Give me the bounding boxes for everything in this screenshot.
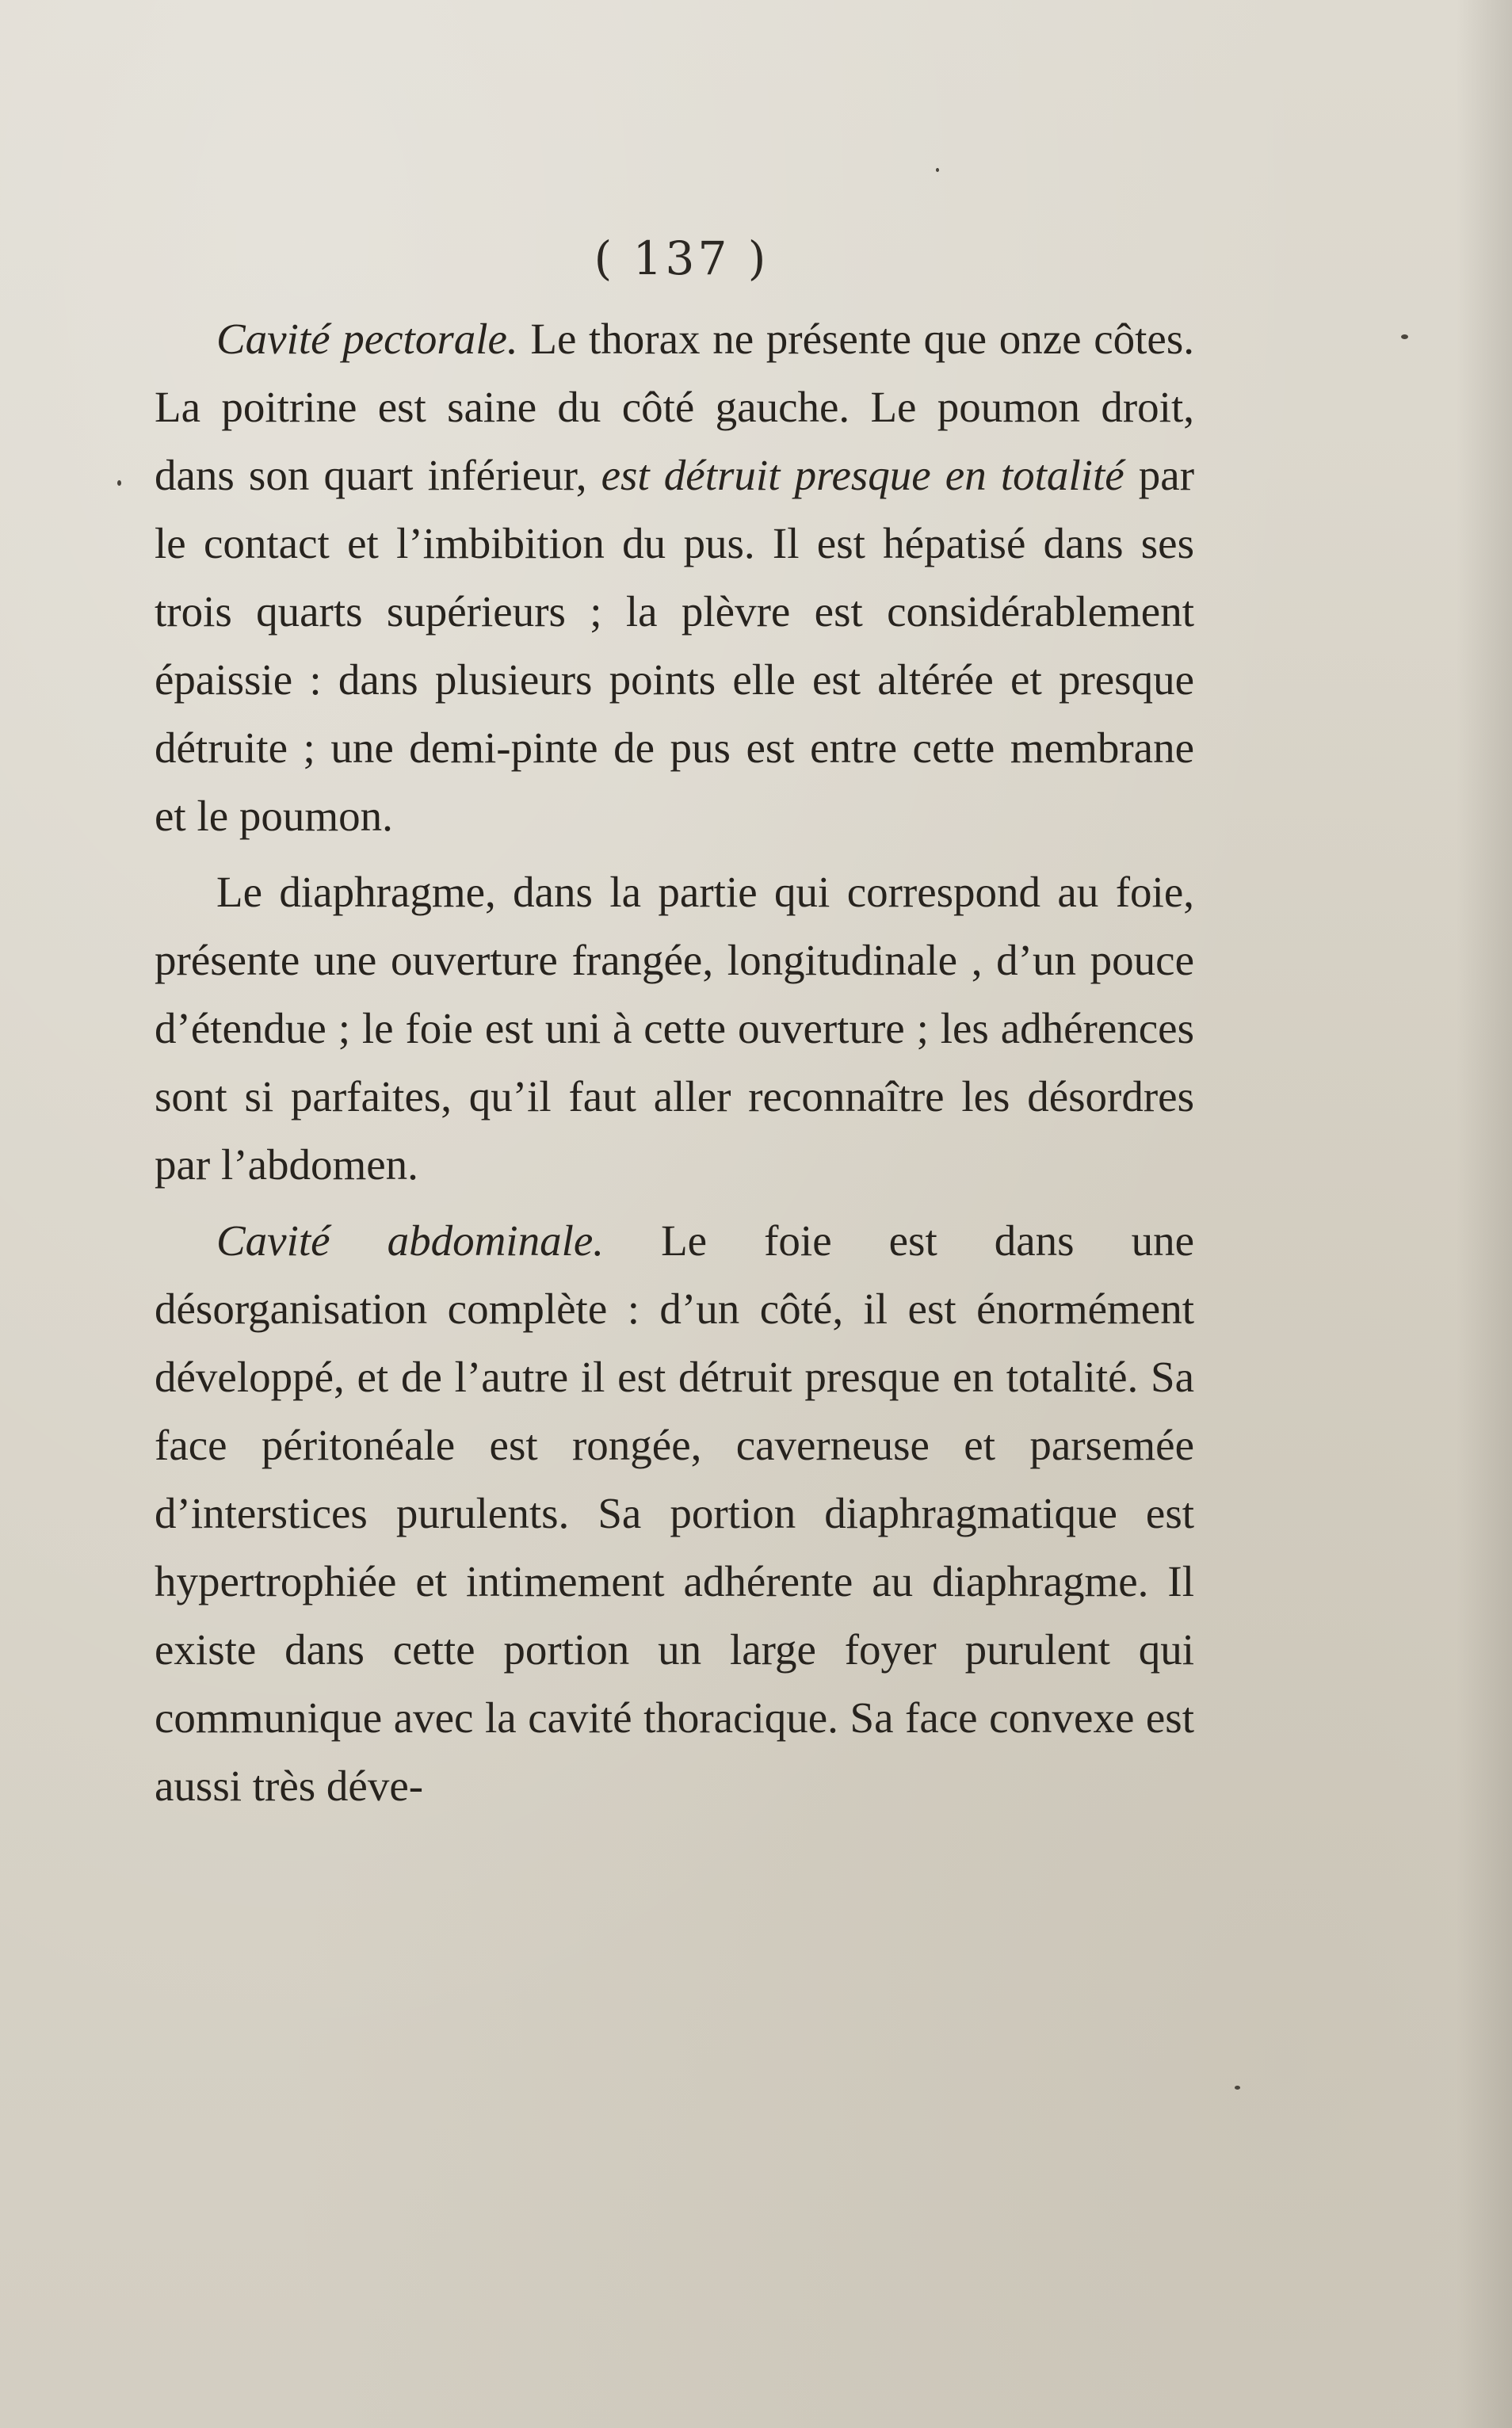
page-number: ( 137 ) xyxy=(594,231,769,285)
paragraph-diaphragme xyxy=(155,858,1194,1199)
body-text xyxy=(155,305,1194,1820)
paragraph-cavite-pectorale xyxy=(155,305,1194,850)
paragraph-text: par le contact et l’imbibition du pus. Il est hépatisé dans ses trois quarts supérieurs ; la plèvre est considérablement épaissie : dans plusieurs points elle est altérée et presque détruite ; une demi-pinte de pus est entre cette membrane et le poumon. xyxy=(155,451,1195,840)
paragraph-cavite-abdominale xyxy=(155,1207,1194,1820)
paragraph-text: Le foie est dans une désorganisation complète : d’un côté, il est énormément développé, et de l’autre il est détruit presque en totalité. Sa face péritonéale est rongée, caverneuse et parsemée d’interstices purulents. Sa portion diaphragmatique est hypertrophiée et intimement adhérente au diaphragme. Il existe dans cette portion un large foyer purulent qui communique avec la cavité thoracique. Sa face convexe est aussi très déve- xyxy=(155,1216,1195,1810)
section-heading-cavite-abdominale: Cavité abdominale. xyxy=(216,1216,605,1265)
page-edge-shadow xyxy=(1457,0,1512,2428)
paper-speck xyxy=(1401,334,1408,339)
paper-speck xyxy=(1235,2086,1240,2090)
paper-speck xyxy=(117,480,121,486)
paragraph-text: Le thorax ne présente que onze côtes. La poitrine est saine du côté gauche. Le poumon droit, dans son quart inférieur, xyxy=(155,315,1194,499)
paragraph-text: Le diaphragme, dans la partie qui correspond au foie, présente une ouverture frangée, longitudinale , d’un pouce d’étendue ; le foie est uni à cette ouverture ; les adhérences sont si parfaites, qu’il faut aller reconnaître les désordres par l’abdomen. xyxy=(155,868,1194,1189)
italic-phrase: est détruit presque en totalité xyxy=(601,451,1124,499)
paper-speck xyxy=(936,168,939,172)
section-heading-cavite-pectorale: Cavité pectorale. xyxy=(216,315,518,363)
